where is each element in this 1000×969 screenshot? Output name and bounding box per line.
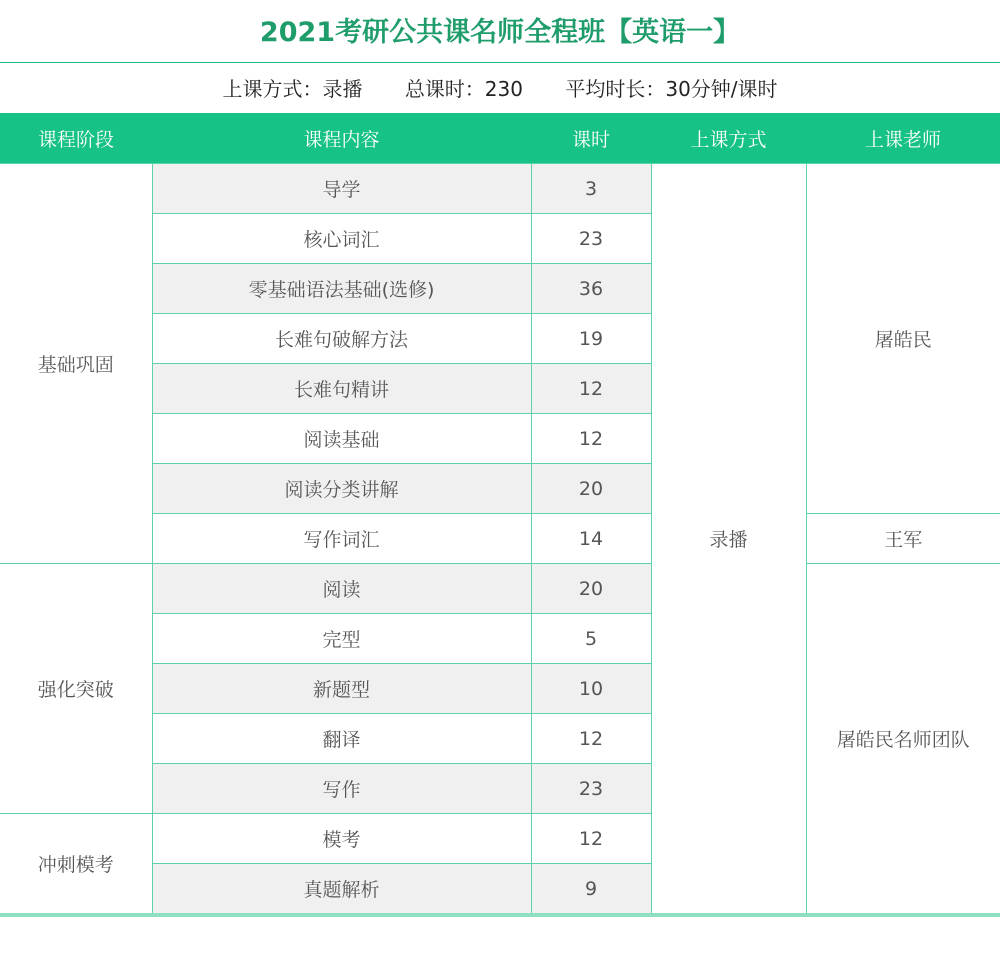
course-name: 长难句破解方法 [152, 314, 531, 364]
course-hours: 12 [531, 814, 651, 864]
course-hours: 5 [531, 614, 651, 664]
course-name: 写作 [152, 764, 531, 814]
course-name: 阅读基础 [152, 414, 531, 464]
method-cell: 录播 [651, 164, 806, 914]
teacher-cell: 王军 [806, 514, 1000, 564]
course-name: 完型 [152, 614, 531, 664]
header-stage: 课程阶段 [0, 113, 152, 164]
course-name: 模考 [152, 814, 531, 864]
stage-cell: 冲刺模考 [0, 814, 152, 914]
table-row [0, 564, 1000, 614]
course-hours: 12 [531, 364, 651, 414]
course-hours: 23 [531, 214, 651, 264]
course-name: 真题解析 [152, 864, 531, 914]
page-title: 2021考研公共课名师全程班【英语一】 [0, 0, 1000, 63]
header-method: 上课方式 [651, 113, 806, 164]
course-hours: 20 [531, 564, 651, 614]
course-name: 写作词汇 [152, 514, 531, 564]
course-hours: 19 [531, 314, 651, 364]
course-name: 新题型 [152, 664, 531, 714]
course-name: 核心词汇 [152, 214, 531, 264]
info-method: 上课方式：录播 [222, 77, 363, 101]
header-content: 课程内容 [152, 113, 531, 164]
info-total-hours: 总课时：230 [404, 77, 523, 101]
stage-cell: 强化突破 [0, 564, 152, 814]
course-hours: 10 [531, 664, 651, 714]
course-hours: 3 [531, 164, 651, 214]
course-hours: 20 [531, 464, 651, 514]
course-name: 阅读分类讲解 [152, 464, 531, 514]
course-name: 零基础语法基础(选修) [152, 264, 531, 314]
stage-cell: 基础巩固 [0, 164, 152, 564]
course-name: 阅读 [152, 564, 531, 614]
table-header-row [0, 113, 1000, 164]
course-hours: 36 [531, 264, 651, 314]
course-hours: 12 [531, 714, 651, 764]
table-row [0, 164, 1000, 214]
course-hours: 12 [531, 414, 651, 464]
course-hours: 23 [531, 764, 651, 814]
course-name: 翻译 [152, 714, 531, 764]
info-avg-duration: 平均时长：30分钟/课时 [565, 77, 778, 101]
course-hours: 9 [531, 864, 651, 914]
schedule-table [0, 113, 1000, 914]
course-name: 导学 [152, 164, 531, 214]
header-hours: 课时 [531, 113, 651, 164]
header-teacher: 上课老师 [806, 113, 1000, 164]
course-info [0, 63, 1000, 113]
teacher-cell: 屠皓民名师团队 [806, 564, 1000, 914]
bottom-divider [0, 913, 1000, 917]
course-name: 长难句精讲 [152, 364, 531, 414]
course-hours: 14 [531, 514, 651, 564]
teacher-cell: 屠皓民 [806, 164, 1000, 514]
